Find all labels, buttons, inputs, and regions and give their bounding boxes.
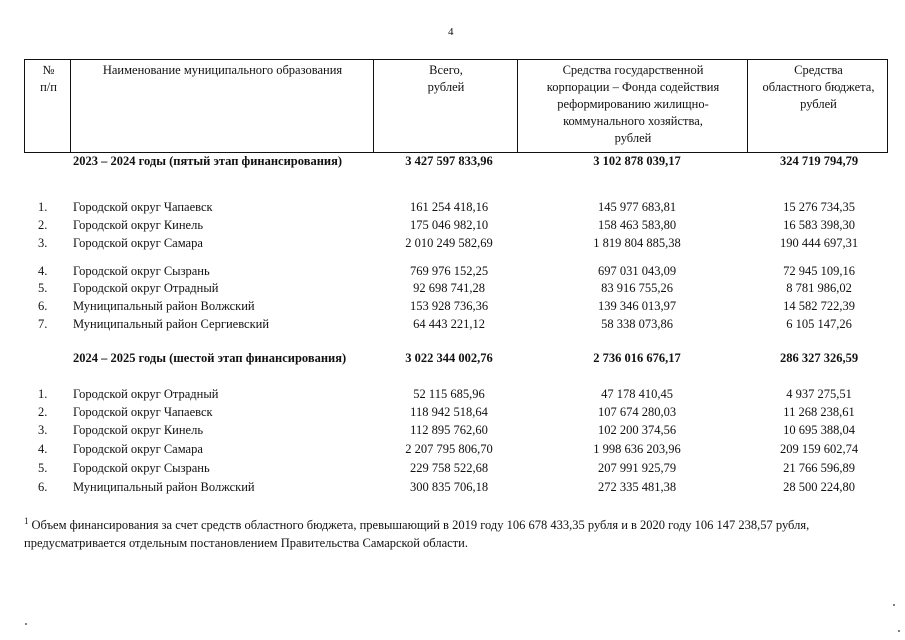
row-regional: 28 500 224,80 — [783, 480, 855, 494]
row-number: 4. — [38, 442, 48, 456]
table-row — [0, 216, 905, 234]
row-fund: 139 346 013,97 — [597, 299, 677, 313]
header-line: Всего, — [429, 63, 463, 77]
row-fund: 47 178 410,45 — [601, 387, 673, 401]
row-fund: 697 031 043,09 — [597, 264, 677, 278]
footnote-text: Объем финансирования за счет средств областного бюджета, превышающий в 2019 году 106 678 433,35 рубля и в 2020 году 106 147 238,57 рубля, предусматривается отдельным постановлением Правительства Самарской области. — [24, 518, 810, 550]
table-row — [0, 385, 905, 403]
section-total-row — [0, 152, 905, 170]
footnote — [24, 512, 884, 552]
row-name: Городской округ Сызрань — [73, 461, 210, 475]
header-line: рублей — [427, 80, 465, 94]
row-name: Городской округ Кинель — [73, 423, 204, 437]
section-title: 2024 – 2025 годы (шестой этап финансирования) — [73, 351, 347, 365]
section-total: 3 022 344 002,76 — [405, 351, 493, 365]
section-fund: 2 736 016 676,17 — [593, 351, 681, 365]
header-line: корпорации – Фонда содействия — [546, 80, 720, 94]
table-row — [0, 459, 905, 477]
row-name: Муниципальный район Волжский — [73, 299, 255, 313]
table-row — [0, 297, 905, 315]
row-name: Городской округ Чапаевск — [73, 200, 213, 214]
table-row — [0, 262, 905, 280]
row-regional: 21 766 596,89 — [783, 461, 855, 475]
row-total: 2 010 249 582,69 — [405, 236, 493, 250]
table-row — [0, 234, 905, 252]
header-total — [375, 62, 517, 96]
header-line: коммунального хозяйства, — [563, 114, 703, 128]
header-line: № — [42, 63, 55, 77]
row-name: Городской округ Самара — [73, 236, 203, 250]
row-number: 3. — [38, 236, 48, 250]
row-fund: 83 916 755,26 — [601, 281, 673, 295]
row-total: 112 895 762,60 — [410, 423, 488, 437]
row-number: 1. — [38, 387, 48, 401]
table-row — [0, 315, 905, 333]
row-total: 92 698 741,28 — [413, 281, 485, 295]
row-name: Городской округ Кинель — [73, 218, 204, 232]
row-number: 3. — [38, 423, 48, 437]
header-line: Средства государственной — [562, 63, 704, 77]
table-row — [0, 440, 905, 458]
section-total-row — [0, 349, 905, 367]
row-total: 2 207 795 806,70 — [405, 442, 493, 456]
column-divider — [517, 59, 518, 153]
footnote-marker: 1 — [24, 516, 29, 526]
row-name: Городской округ Отрадный — [73, 281, 219, 295]
row-regional: 209 159 602,74 — [779, 442, 859, 456]
row-number: 5. — [38, 281, 48, 295]
row-fund: 1 998 636 203,96 — [593, 442, 681, 456]
row-regional: 72 945 109,16 — [783, 264, 855, 278]
row-total: 118 942 518,64 — [410, 405, 488, 419]
row-number: 6. — [38, 480, 48, 494]
row-number: 4. — [38, 264, 48, 278]
row-regional: 4 937 275,51 — [786, 387, 852, 401]
column-divider — [70, 59, 71, 153]
header-line: Наименование муниципального образования — [102, 63, 343, 77]
row-regional: 16 583 398,30 — [783, 218, 855, 232]
row-name: Городской округ Отрадный — [73, 387, 219, 401]
header-fund — [519, 62, 747, 147]
section-regional: 324 719 794,79 — [779, 154, 859, 168]
row-fund: 107 674 280,03 — [597, 405, 677, 419]
table-row — [0, 403, 905, 421]
header-line: рублей — [800, 97, 837, 111]
row-fund: 102 200 374,56 — [597, 423, 677, 437]
section-title: 2023 – 2024 годы (пятый этап финансирования) — [73, 154, 343, 168]
column-divider — [747, 59, 748, 153]
table-row — [0, 421, 905, 439]
section-regional: 286 327 326,59 — [779, 351, 859, 365]
row-name: Городской округ Сызрань — [73, 264, 210, 278]
row-regional: 10 695 388,04 — [783, 423, 855, 437]
header-num — [27, 62, 70, 96]
row-total: 229 758 522,68 — [409, 461, 489, 475]
section-fund: 3 102 878 039,17 — [593, 154, 681, 168]
row-regional: 15 276 734,35 — [783, 200, 855, 214]
row-total: 175 046 982,10 — [409, 218, 489, 232]
section-total: 3 427 597 833,96 — [405, 154, 493, 168]
table-row — [0, 279, 905, 297]
row-number: 7. — [38, 317, 48, 331]
row-name: Городской округ Самара — [73, 442, 203, 456]
row-regional: 6 105 147,26 — [786, 317, 852, 331]
row-fund: 158 463 583,80 — [597, 218, 677, 232]
row-fund: 272 335 481,38 — [597, 480, 677, 494]
header-regional — [749, 62, 888, 113]
row-total: 161 254 418,16 — [409, 200, 489, 214]
column-divider — [373, 59, 374, 153]
row-fund: 207 991 925,79 — [597, 461, 677, 475]
row-name: Муниципальный район Сергиевский — [73, 317, 270, 331]
table-row — [0, 478, 905, 496]
header-name — [72, 62, 373, 79]
row-number: 5. — [38, 461, 48, 475]
header-line: рублей — [614, 131, 652, 145]
scan-speck — [25, 623, 27, 625]
row-number: 6. — [38, 299, 48, 313]
header-line: п/п — [40, 80, 57, 94]
row-number: 2. — [38, 218, 48, 232]
row-regional: 8 781 986,02 — [786, 281, 852, 295]
page-number: 4 — [448, 26, 454, 38]
row-total: 769 976 152,25 — [409, 264, 489, 278]
table-row — [0, 198, 905, 216]
row-total: 52 115 685,96 — [413, 387, 485, 401]
row-total: 153 928 736,36 — [409, 299, 489, 313]
row-number: 1. — [38, 200, 48, 214]
row-fund: 1 819 804 885,38 — [593, 236, 681, 250]
row-name: Муниципальный район Волжский — [73, 480, 255, 494]
row-fund: 58 338 073,86 — [601, 317, 673, 331]
row-regional: 11 268 238,61 — [783, 405, 855, 419]
header-line: реформированию жилищно- — [557, 97, 709, 111]
header-line: Средства — [794, 63, 843, 77]
row-name: Городской округ Чапаевск — [73, 405, 213, 419]
row-fund: 145 977 683,81 — [597, 200, 677, 214]
row-regional: 14 582 722,39 — [783, 299, 855, 313]
header-line: областного бюджета, — [762, 80, 875, 94]
scan-speck — [893, 604, 895, 606]
row-regional: 190 444 697,31 — [779, 236, 859, 250]
row-total: 300 835 706,18 — [409, 480, 489, 494]
scan-speck — [898, 630, 900, 632]
row-total: 64 443 221,12 — [413, 317, 485, 331]
row-number: 2. — [38, 405, 48, 419]
